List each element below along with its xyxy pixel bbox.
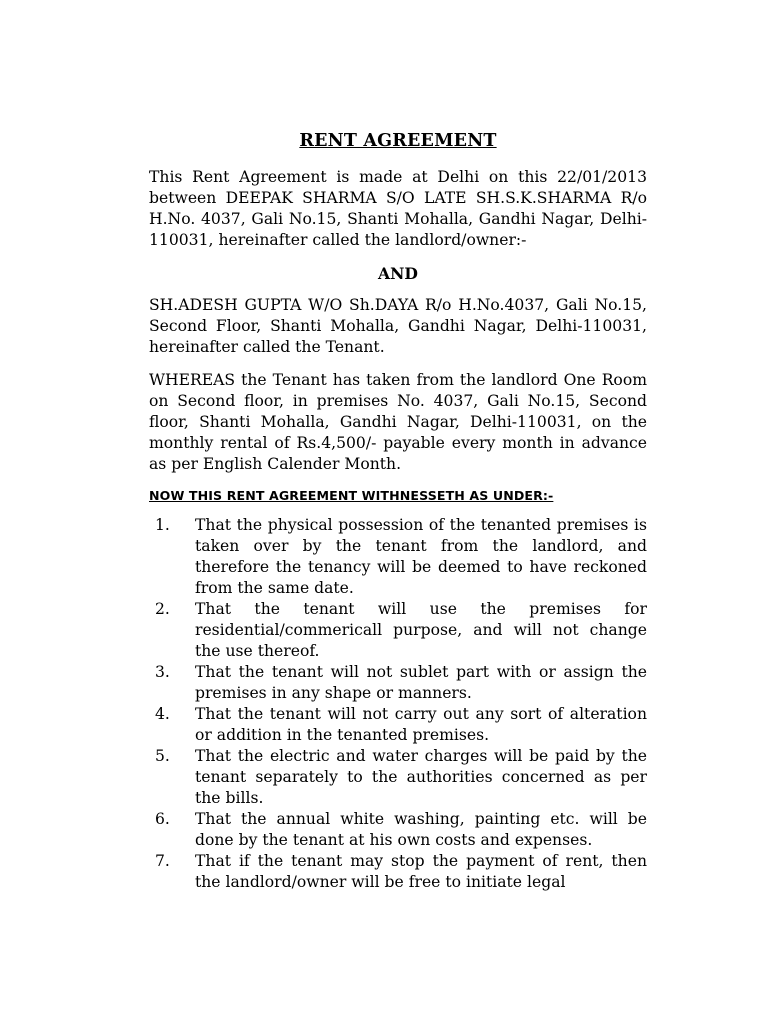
clause-number: 4. xyxy=(155,705,170,723)
clause-item xyxy=(149,599,647,662)
clause-number: 3. xyxy=(155,663,170,681)
clause-text: That the annual white washing, painting etc. will be done by the tenant at his own costs and expenses. xyxy=(195,810,647,849)
clause-item xyxy=(149,704,647,746)
clause-item xyxy=(149,662,647,704)
tenant-paragraph: SH.ADESH GUPTA W/O Sh.DAYA R/o H.No.4037, Gali No.15, Second Floor, Shanti Mohalla, Gandhi Nagar, Delhi-110031, hereinafter called the Tenant. xyxy=(149,296,647,356)
clause-number: 5. xyxy=(155,747,170,765)
clause-text: That the tenant will use the premises for residential/commericall purpose, and will not change the use thereof. xyxy=(195,600,647,660)
clause-item xyxy=(149,809,647,851)
clause-item xyxy=(149,746,647,809)
clause-number: 7. xyxy=(155,852,170,870)
clause-text: That if the tenant may stop the payment of rent, then the landlord/owner will be free to initiate legal xyxy=(195,852,647,891)
terms-heading: NOW THIS RENT AGREEMENT WITHNESSETH AS UNDER:- xyxy=(149,488,554,503)
clause-text: That the tenant will not sublet part with or assign the premises in any shape or manners. xyxy=(195,663,647,702)
and-separator: AND xyxy=(378,264,418,283)
clause-text: That the tenant will not carry out any sort of alteration or addition in the tenanted premises. xyxy=(195,705,647,744)
clause-item xyxy=(149,851,647,893)
clause-number: 2. xyxy=(155,600,170,618)
whereas-paragraph: WHEREAS the Tenant has taken from the landlord One Room on Second floor, in premises No. 4037, Gali No.15, Second floor, Shanti Mohalla, Gandhi Nagar, Delhi-110031, on the monthly rental of Rs.4,500/- payable every month in advance as per English Calender Month. xyxy=(149,371,647,473)
clause-list xyxy=(149,515,647,893)
document-body xyxy=(149,129,647,893)
clause-number: 6. xyxy=(155,810,170,828)
clause-number: 1. xyxy=(155,516,170,534)
clause-item xyxy=(149,515,647,599)
clause-text: That the electric and water charges will be paid by the tenant separately to the authorities concerned as per the bills. xyxy=(195,747,647,807)
document-title: RENT AGREEMENT xyxy=(299,131,497,151)
intro-paragraph: This Rent Agreement is made at Delhi on this 22/01/2013 between DEEPAK SHARMA S/O LATE SH.S.K.SHARMA R/o H.No. 4037, Gali No.15, Shanti Mohalla, Gandhi Nagar, Delhi-110031, hereinafter called the landlord/owner:- xyxy=(149,168,647,249)
clause-text: That the physical possession of the tenanted premises is taken over by the tenant from the landlord, and therefore the tenancy will be deemed to have reckoned from the same date. xyxy=(195,516,647,597)
